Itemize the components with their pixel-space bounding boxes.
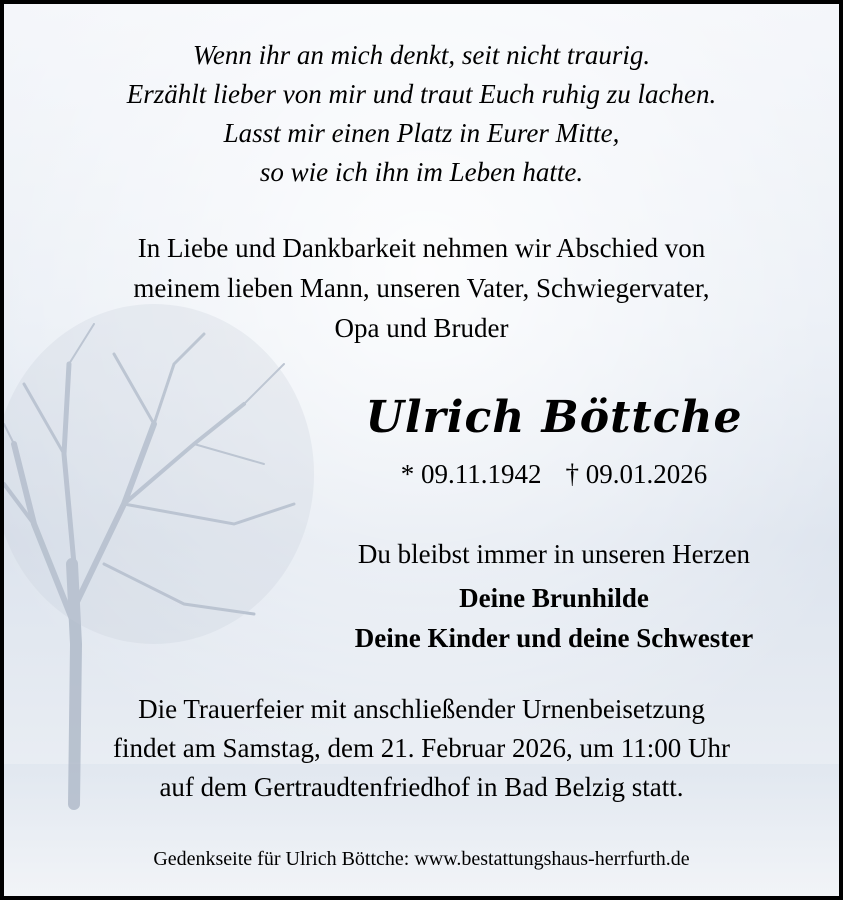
ceremony-line: Die Trauerfeier mit anschließender Urnenbeisetzung <box>138 694 705 724</box>
ceremony-line: auf dem Gertraudtenfriedhof in Bad Belzig statt. <box>159 772 684 802</box>
birth-date: * 09.11.1942 <box>400 459 542 489</box>
memorial-page-footer: Gedenkseite für Ulrich Böttche: www.bestattungshaus-herrfurth.de <box>153 848 690 870</box>
death-date: † 09.01.2026 <box>565 459 708 489</box>
intro-line: In Liebe und Dankbarkeit nehmen wir Abschied von <box>137 233 706 263</box>
life-dates <box>294 456 814 492</box>
signature-line: Deine Brunhilde <box>459 583 649 613</box>
poem-line: so wie ich ihn im Leben hatte. <box>259 157 584 187</box>
intro-line: meinem lieben Mann, unseren Vater, Schwiegervater, <box>133 273 710 303</box>
intro-text <box>4 228 839 348</box>
poem-line: Lasst mir einen Platz in Eurer Mitte, <box>223 118 620 148</box>
intro-line: Opa und Bruder <box>334 313 509 343</box>
poem-line: Wenn ihr an mich denkt, seit nicht traurig. <box>192 40 651 70</box>
farewell-line: Du bleibst immer in unseren Herzen <box>357 539 751 569</box>
deceased-name: Ulrich Böttche <box>365 392 743 443</box>
ceremony-info <box>4 690 839 807</box>
poem <box>4 36 839 192</box>
signature-line: Deine Kinder und deine Schwester <box>354 623 754 653</box>
ceremony-line: findet am Samstag, dem 21. Februar 2026, um 11:00 Uhr <box>113 733 730 763</box>
signatures <box>274 578 834 658</box>
poem-line: Erzählt lieber von mir und traut Euch ruhig zu lachen. <box>126 79 717 109</box>
